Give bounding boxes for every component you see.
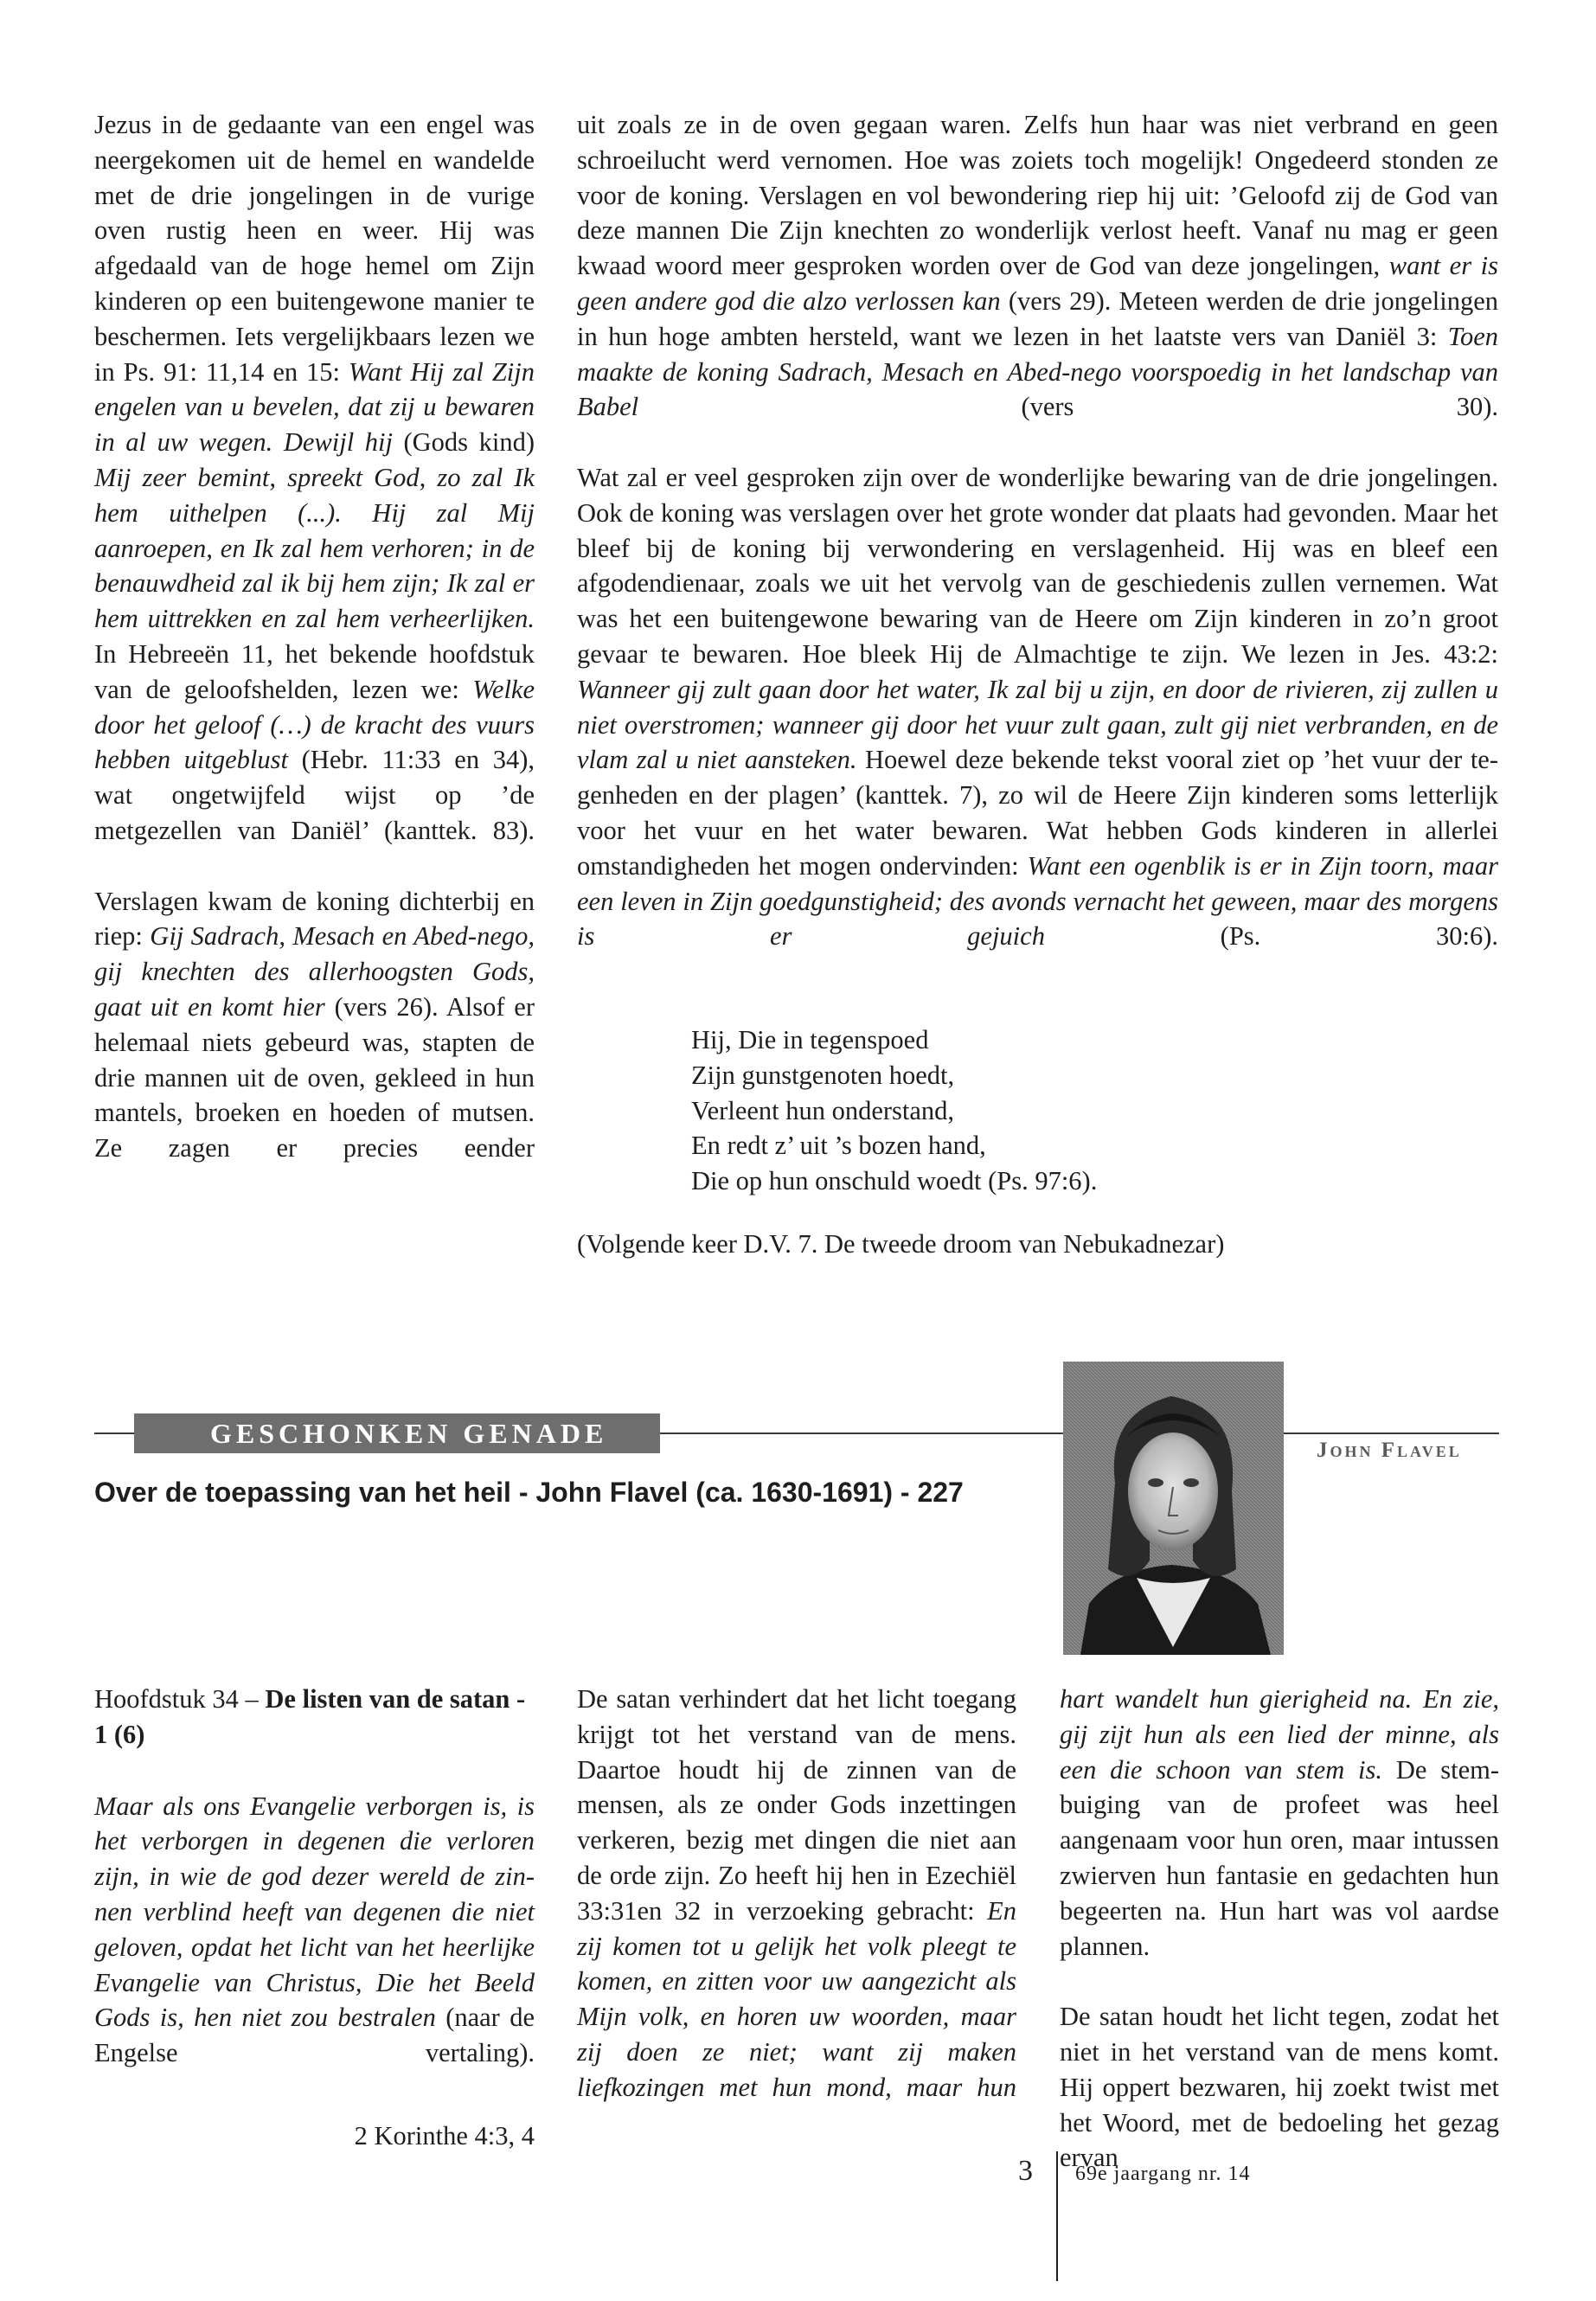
paragraph	[577, 107, 1498, 460]
text-run: De stembuiging van de profeet was heel aangenaam voor hun oren, maar intussen zwierven hun fantasie en gedachten hun begeerten na. Hun hart was vol aardse plannen.	[1060, 1754, 1499, 1961]
next-episode-note: (Volgende keer D.V. 7. De tweede droom van Nebukadnezar)	[577, 1229, 1225, 1259]
article2-col3-paragraph-1	[1060, 1682, 1499, 1999]
verse-line: Zijn gunstgenoten hoedt,	[691, 1060, 955, 1090]
text-run: (Hebr. 11:33 en 34), wat ongetwijfeld wijst op ’de metgezellen van Daniël’ (kanttek. 83).	[94, 745, 535, 845]
italic-quote: Want een ogenblik is er in Zijn toorn, maar een leven in Zijn goedgunstigheid; des avonds vernacht het geween, maar des morgens is er gejuich	[577, 850, 1498, 952]
article2-column-1	[94, 1682, 535, 2154]
text-run: (vers 30).	[638, 392, 1498, 422]
quote-reference: 2 Korinthe 4:3, 4	[354, 2120, 535, 2150]
italic-quote: want er is geen andere god die alzo verlossen kan	[577, 251, 1498, 316]
verse-line: Die op hun onschuld woedt (Ps. 97:6).	[691, 1166, 1098, 1196]
verse-line: Hij, Die in tegenspoed	[691, 1025, 929, 1054]
article2-col3-paragraph-2: De satan houdt het licht tegen, zodat het niet in het verstand van de mens komt. Hij oppert bezwaren, hij zoekt twist met het Woord, met de bedoeling het gezag ervan	[1060, 2002, 1499, 2173]
section-banner: GESCHONKEN GENADE	[134, 1413, 660, 1453]
italic-quote: Welke door het geloof (…) de kracht des vuurs hebben uitgeblust	[94, 674, 535, 775]
article-subtitle: Over de toepassing van het heil - John Flavel (ca. 1630-1691) - 227	[94, 1477, 964, 1508]
italic-quote: Gij Sadrach, Mesach en Abed-nego, gij knechten des allerhoogsten Gods, gaat uit en komt hier	[94, 921, 535, 1022]
page-number: 3	[1018, 2155, 1033, 2187]
paragraph	[94, 107, 535, 884]
text-run: Jezus in de gedaante van een engel was neergekomen uit de hemel en wandelde met de drie jongelingen in de vurige oven rustig heen en weer. Hij was afgedaald van de hoge hemel om Zijn kinderen op een buitengewone manier te beschermen. Iets vergelijkbaars lezen we in Ps. 91: 11,14 en 15:	[94, 110, 535, 387]
italic-quote: hart wandelt hun gierigheid na. En zie, gij zijt hun als een lied der minne, als een die schoon van stem is.	[1060, 1684, 1499, 1785]
opening-quote	[94, 1789, 535, 2106]
author-byline: John Flavel	[1317, 1439, 1462, 1462]
text-run: De satan verhindert dat het licht toegang krijgt tot het verstand van de mens. Daartoe houdt hij de zinnen van de mensen, als ze onder Gods inzettingen verkeren, bezig met dingen die niet aan de orde zijn. Zo heeft hij hen in Ezechiël 33:31en 32 in verzoeking gebracht:	[577, 1684, 1016, 1926]
paragraph	[577, 1682, 1016, 2140]
footer-divider	[1056, 2151, 1058, 2281]
text-run: Hoewel deze bekende tekst vooral ziet op ’het vuur der tegenheden en der plagen’ (kanttek. 7), zo wil de Heere Zijn kinderen soms letterlijk voor het vuur en het water bewaren. Wat hebben Gods kinderen in allerlei omstandigheden het mogen ondervinden:	[577, 745, 1498, 881]
verse-line: En redt z’ uit ’s bozen hand,	[691, 1131, 986, 1161]
quote-note: (naar de Engelse vertaling).	[94, 2003, 535, 2068]
article2-column-3	[1060, 1682, 1499, 2211]
article-column-2	[577, 107, 1498, 990]
issue-label: 69e jaargang nr. 14	[1075, 2163, 1251, 2185]
chapter-title: De listen van de satan - 1 (6)	[94, 1684, 526, 1749]
text-run: (Gods kind)	[403, 427, 535, 458]
paragraph	[94, 884, 535, 1202]
psalm-verse	[691, 1022, 1383, 1199]
italic-quote: En zij komen tot u gelijk het volk pleegt te komen, en zitten voor uw aangezicht als Mijn volk, en horen uw woorden, maar zij doen ze niet; want zij maken liefkozingen met hun mond, maar hun	[577, 1895, 1016, 2102]
article2-column-2	[577, 1682, 1016, 2140]
paragraph	[577, 460, 1498, 990]
section-rule-mid	[660, 1433, 1063, 1434]
chapter-prefix: Hoofdstuk 34 –	[94, 1684, 266, 1714]
italic-quote: Toen maakte de koning Sadrach, Mesach en Abed-nego voorspoedig in het landschap van Babel	[577, 321, 1498, 422]
quote-text: Maar als ons Evangelie verborgen is, is het verborgen in degenen die verloren zijn, in wie de god dezer wereld de zinnen verblind heeft van degenen die niet geloven, opdat het licht van het heerlijke Evangelie van Christus, Die het Beeld Gods is, hen niet zou bestralen	[94, 1791, 535, 2033]
text-run: (vers 26). Alsof er helemaal niets gebeurd was, stapten de drie mannen uit de oven, gekleed in hun mantels, broeken en hoeden of mutsen. Ze zagen er precies eender	[94, 991, 535, 1163]
article-column-1	[94, 107, 535, 1202]
author-portrait	[1063, 1362, 1284, 1655]
italic-quote: Want Hij zal Zijn engelen van u bevelen, dat zij u bewaren in al uw wegen. Dewijl hij	[94, 356, 535, 458]
chapter-heading	[94, 1682, 535, 1753]
text-run: Verslagen kwam de koning dichterbij en riep:	[94, 886, 535, 952]
section-rule-right	[1284, 1433, 1499, 1434]
text-run: uit zoals ze in de oven gegaan waren. Zelfs hun haar was niet verbrand en geen schroeilucht werd vernomen. Hoe was zoiets toch mogelijk! Ongedeerd stonden ze voor de koning. Verslagen en vol bewondering riep hij uit: ’Geloofd zij de God van deze mannen Die Zijn knechten zo wonderlijk verlost heeft. Vanaf nu mag er geen kwaad woord meer gesproken worden over de God van deze jongelingen,	[577, 110, 1498, 281]
text-run: In Hebreeën 11, het bekende hoofdstuk van de geloofshelden, lezen we:	[94, 638, 535, 704]
italic-quote: Mij zeer bemint, spreekt God, zo zal Ik hem uithelpen (...). Hij zal Mij aanroepen, en Ik zal hem verhoren; in de benauwdheid zal ik bij hem zijn; Ik zal er hem uittrekken en zal hem verheerlijken.	[94, 462, 535, 634]
text-run: (Ps. 30:6).	[1044, 921, 1498, 952]
text-run: Wat zal er veel gesproken zijn over de wonderlijke bewaring van de drie jongelingen. Ook de koning was verslagen over het grote wonder dat plaats had gevonden. Maar het bleef bij de koning bij verwondering en verslagenheid. Hij was en bleef een afgodendienaar, zoals we uit het vervolg van de geschiedenis zullen vernemen. Wat was het een buitengewone bewaring van de Heere om Zijn kinderen in zo’n groot gevaar te bewaren. Hoe bleek Hij de Almachtige te zijn. We lezen in Jes. 43:2:	[577, 462, 1498, 669]
text-run: (vers 29). Meteen werden de drie jongelingen in hun hoge ambten hersteld, want we lezen in het laatste vers van Daniël 3:	[577, 285, 1498, 351]
verse-line: Verleent hun onderstand,	[691, 1095, 955, 1125]
italic-quote: Wanneer gij zult gaan door het water, Ik zal bij u zijn, en door de rivieren, zij zullen u niet overstromen; wanneer gij door het vuur zult gaan, zult gij niet verbranden, en de vlam zal u niet aansteken.	[577, 674, 1498, 775]
section-rule-left	[94, 1433, 134, 1434]
